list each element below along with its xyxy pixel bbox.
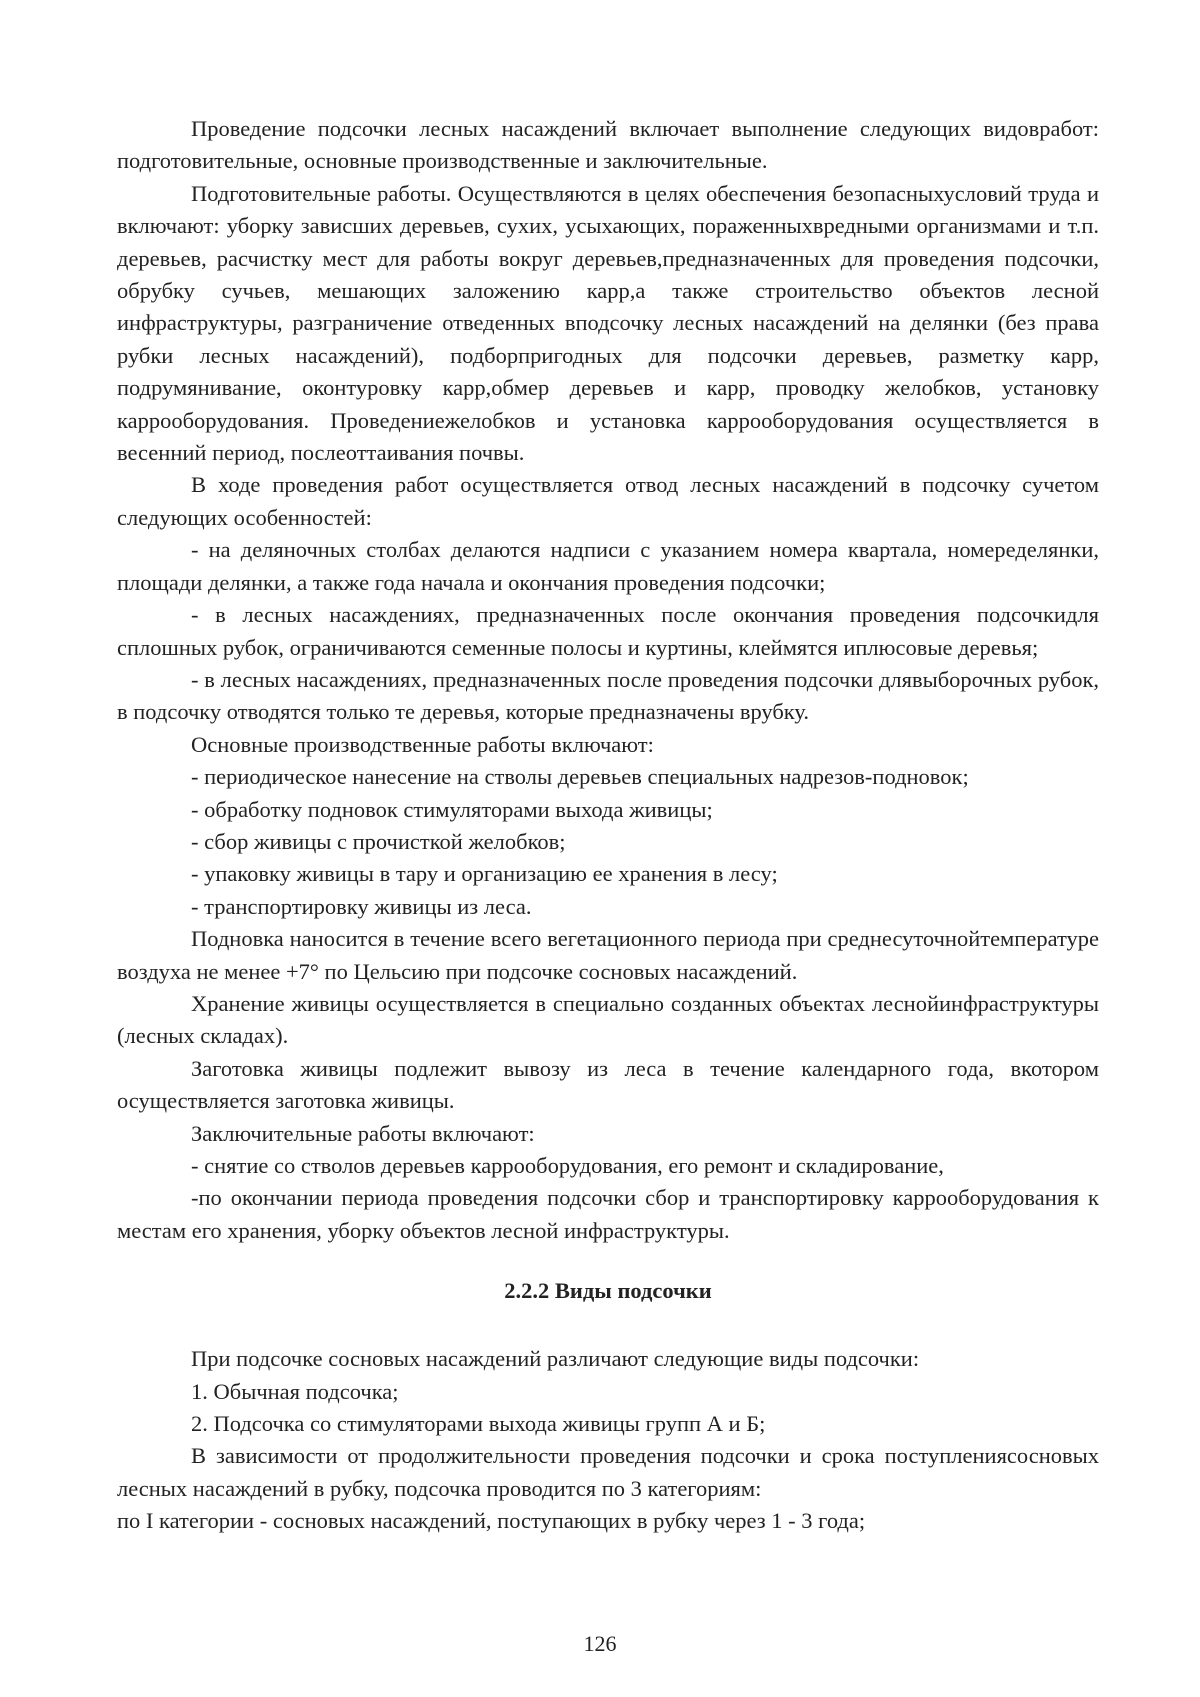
paragraph-storage: Хранение живицы осуществляется в специально созданных объектах леснойинфраструктуры (лесных складах). [117, 990, 1099, 1049]
paragraph-types-intro: При подсочке сосновых насаждений различают следующие виды подсочки: [191, 1346, 920, 1372]
paragraph-preparatory-works: Подготовительные работы. Осуществляются в целях обеспечения безопасныхусловий труда и включают: уборку зависших деревьев, сухих, усыхающих, пораженныхвредными организмами и т.п. деревьев, расчистку мест для работы вокруг деревьев,предназначенных для проведения подсочки, обрубку сучьев, мешающих заложению карр,а также строительство объектов лесной инфраструктуры, разграничение отведенных вподсочку лесных насаждений на делянки (без права рубки лесных насаждений), подборпригодных для подсочки деревьев, разметку карр, подрумянивание, оконтуровку карр,обмер деревьев и карр, проводку желобков, установку каррооборудования. Проведениежелобков и установка каррооборудования осуществляется в весенний период, послеоттаивания почвы. [117, 180, 1099, 466]
paragraph-main-works-intro: Основные производственные работы включают: [191, 731, 654, 757]
section-heading: 2.2.2 Виды подсочки [504, 1278, 712, 1304]
list-item-main-work: - сбор живицы с прочисткой желобков; [191, 828, 566, 854]
page-number: 126 [583, 1631, 617, 1656]
page-content [117, 113, 1099, 1538]
list-item-main-work: - периодическое нанесение на стволы деревьев специальных надрезов-подновок; [191, 764, 969, 790]
paragraph-category-one: по I категории - сосновых насаждений, поступающих в рубку через 1 - 3 года; [117, 1508, 866, 1534]
paragraph-final-works-intro: Заключительные работы включают: [191, 1120, 535, 1146]
list-item-tapping-type: 1. Обычная подсочка; [191, 1378, 399, 1404]
list-item-final-work: - снятие со стволов деревьев каррооборудования, его ремонт и складирование, [191, 1153, 944, 1178]
list-item-main-work: - транспортировку живицы из леса. [191, 893, 532, 919]
list-item-main-work: - обработку подновок стимуляторами выхода живицы; [191, 796, 713, 822]
paragraph-removal: Заготовка живицы подлежит вывозу из леса в течение календарного года, вкотором осуществляется заготовка живицы. [117, 1055, 1099, 1114]
paragraph-allotment-posts: - на деляночных столбах делаются надписи с указанием номера квартала, номеределянки, площади делянки, а также года начала и окончания проведения подсочки; [117, 537, 1099, 595]
paragraph-categories: В зависимости от продолжительности проведения подсочки и срока поступлениясосновых лесных насаждений в рубку, подсочка проводится по 3 категориям: [117, 1443, 1099, 1501]
paragraph-allotment-selective-cut: - в лесных насаждениях, предназначенных после проведения подсочки длявыборочных рубок, в подсочку отводятся только те деревья, которые предназначены врубку. [117, 666, 1099, 725]
paragraph-allotment-intro: В ходе проведения работ осуществляется отвод лесных насаждений в подсочку сучетом следующих особенностей: [117, 472, 1099, 530]
list-item-final-work: -по окончании периода проведения подсочки сбор и транспортировку каррооборудования к местам его хранения, уборку объектов лесной инфраструктуры. [117, 1185, 1099, 1243]
paragraph-allotment-clear-cut: - в лесных насаждениях, предназначенных после окончания проведения подсочкидля сплошных рубок, ограничиваются семенные полосы и куртины, клеймятся иплюсовые деревья; [117, 602, 1099, 660]
list-item-tapping-type: 2. Подсочка со стимуляторами выхода живицы групп А и Б; [191, 1411, 766, 1437]
paragraph-podnovka: Подновка наносится в течение всего вегетационного периода при среднесуточнойтемпературе воздуха не менее +7° по Цельсию при подсочке сосновых насаждений. [117, 926, 1099, 984]
list-item-main-work: - упаковку живицы в тару и организацию ее хранения в лесу; [191, 861, 778, 887]
paragraph-work-types: Проведение подсочки лесных насаждений включает выполнение следующих видовработ: подготовительные, основные производственные и заключительные. [117, 116, 1099, 174]
